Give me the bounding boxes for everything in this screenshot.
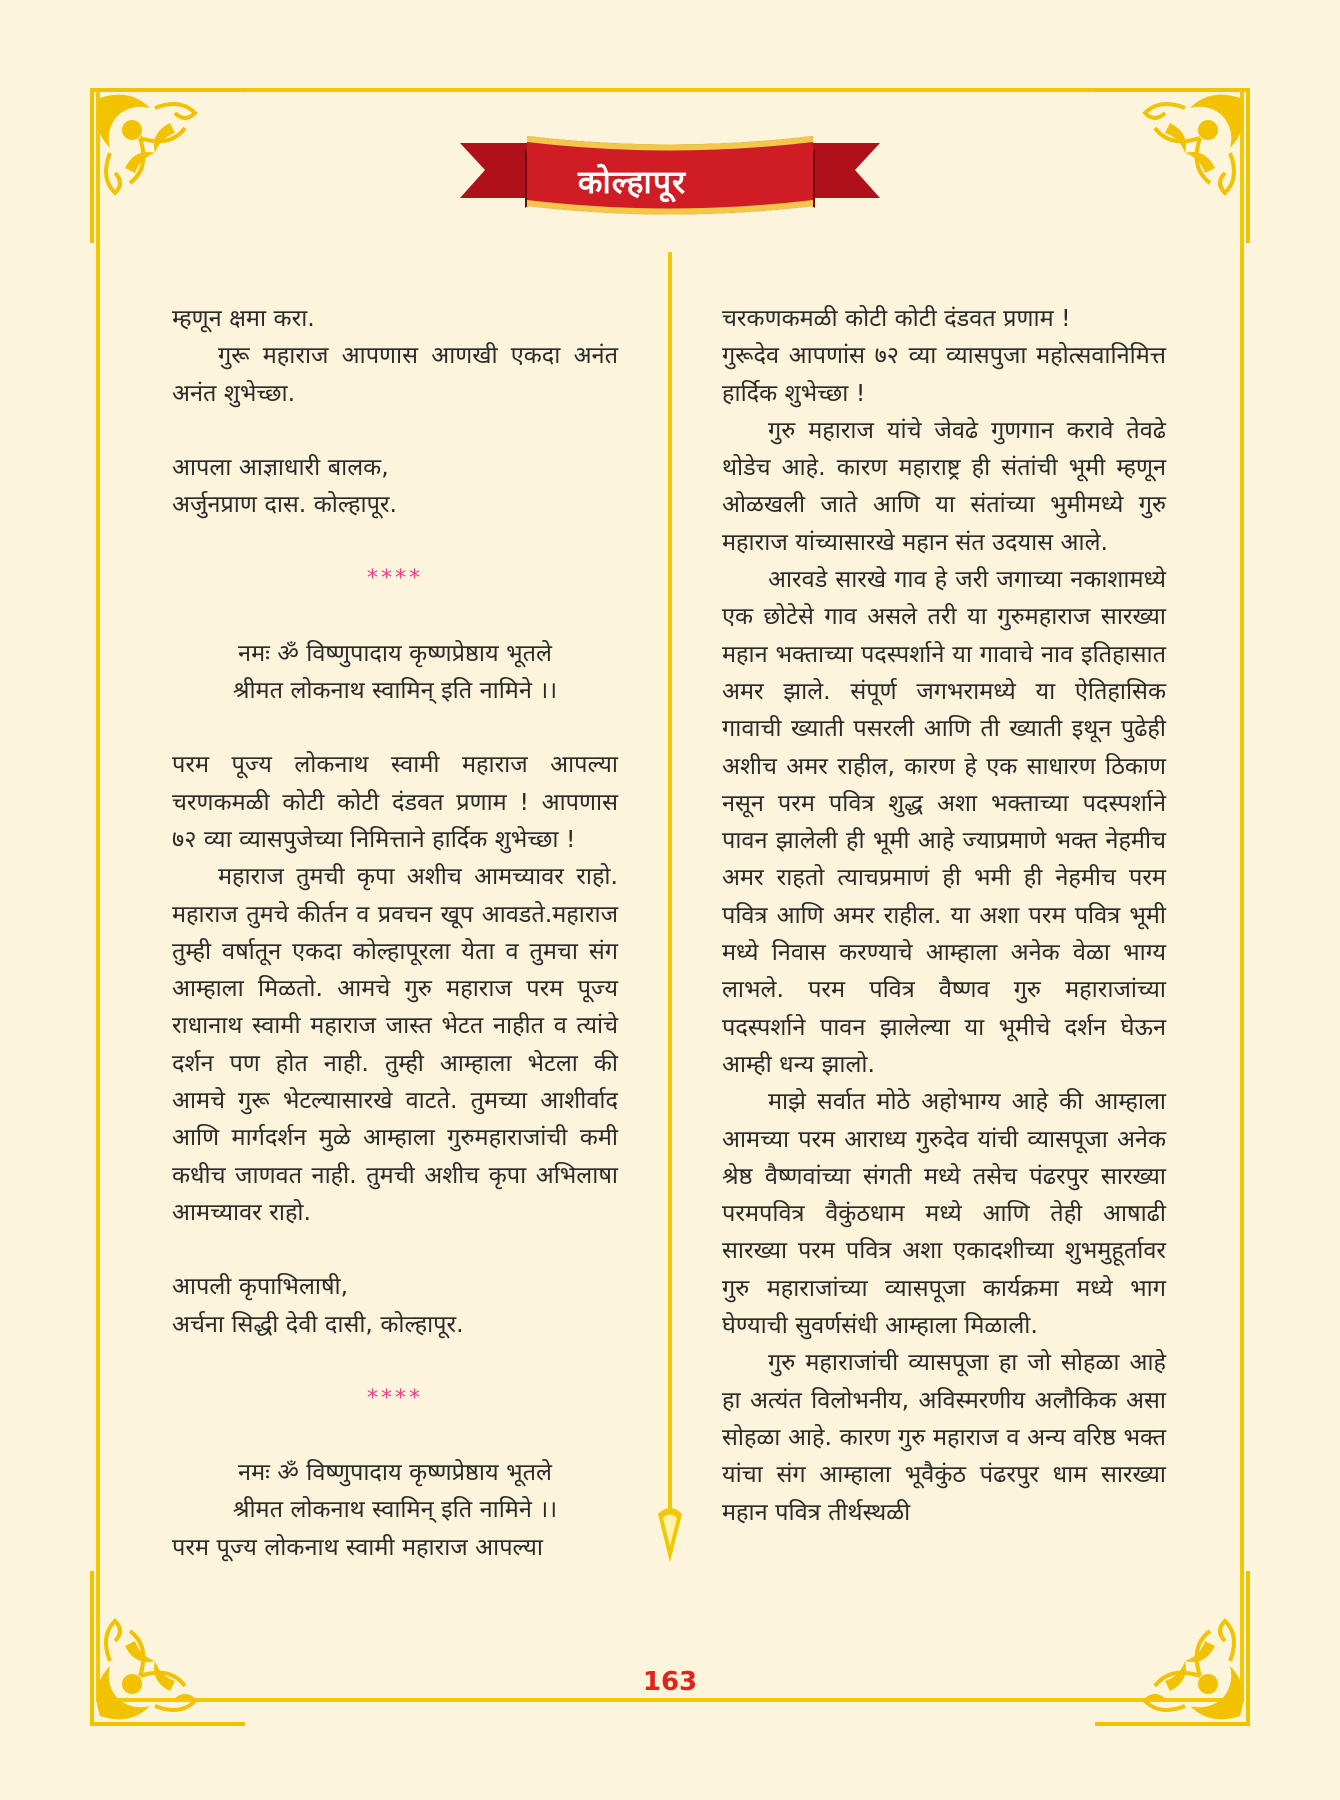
corner-ornament-top-left — [70, 68, 260, 258]
paragraph: माझे सर्वात मोठे अहोभाग्य आहे की आम्हाला आमच्या परम आराध्य गुरुदेव यांची व्यासपूजा अनेक श्रेष्ठ वैष्णवांच्या संगती मध्ये तसेच पंढरपुर सारख्या परमपवित्र वैकुंठधाम मध्ये आणि तेही आषाढी सारख्या परम पवित्र अशा एकादशीच्या शुभमुहूर्तावर गुरु महाराजांच्या व्यासपूजा कार्यक्रमा मध्ये भाग घेण्याची सुवर्णसंधी आम्हाला मिळाली. — [722, 1087, 1166, 1340]
paragraph: म्हणून क्षमा करा. — [172, 304, 315, 332]
page-number: 163 — [642, 1667, 698, 1697]
column-divider — [652, 252, 688, 1592]
paragraph: चरकणकमळी कोटी कोटी दंडवत प्रणाम ! — [722, 304, 1071, 332]
paragraph: गुरु महाराज यांचे जेवढे गुणगान करावे तेवढे थोडेच आहे. कारण महाराष्ट्र ही संतांची भूमी म्हणून ओळखली जाते आणि या संतांच्या भुमीमध्ये गुरु महाराज यांच्यासारखे महान संत उदयास आले. — [722, 415, 1166, 556]
right-column — [722, 300, 1166, 1531]
section-separator: **** — [367, 1385, 423, 1411]
left-column — [172, 300, 618, 1566]
paragraph: परम पूज्य लोकनाथ स्वामी महाराज आपल्या — [172, 1532, 544, 1561]
section-separator: **** — [367, 566, 423, 592]
paragraph: परम पूज्य लोकनाथ स्वामी महाराज आपल्या चरणकमळी कोटी कोटी दंडवत प्रणाम ! आपणास ७२ व्या व्यासपुजेच्या निमित्ताने हार्दिक शुभेच्छा ! — [172, 750, 618, 853]
corner-ornament-bottom-left — [70, 1556, 260, 1746]
verse-line: नमः ॐ विष्णुपादाय कृष्णप्रेष्ठाय भूतले — [238, 1458, 552, 1487]
paragraph: महाराज तुमची कृपा अशीच आमच्यावर राहो. महाराज तुमचे कीर्तन व प्रवचन खूप आवडते.महाराज तुम्ही वर्षातून एकदा कोल्हापूरला येता व तुमचा संग आम्हाला मिळतो. आमचे गुरु महाराज परम पूज्य राधानाथ स्वामी महाराज जास्त भेटत नाहीत व त्यांचे दर्शन पण होत नाही. तुम्ही आम्हाला भेटला की आमचे गुरू भेटल्यासारखे वाटते. तुमच्या आशीर्वाद आणि मार्गदर्शन मुळे आम्हाला गुरुमहाराजांची कमी कधीच जाणवत नाही. तुमची अशीच कृपा अभिलाषा आमच्यावर राहो. — [172, 862, 618, 1226]
signature-line: आपला आज्ञाधारी बालक, — [172, 452, 389, 481]
verse-line: श्रीमत लोकनाथ स्वामिन् इति नामिने ।। — [232, 1495, 558, 1524]
signature-line: अर्जुनप्राण दास. कोल्हापूर. — [172, 490, 398, 519]
signature-line: अर्चना सिद्धी देवी दासी, कोल्हापूर. — [172, 1309, 464, 1338]
paragraph: गुरु महाराजांची व्यासपूजा हा जो सोहळा आहे हा अत्यंत विलोभनीय, अविस्मरणीय अलौकिक असा सोहळा आहे. कारण गुरु महाराज व अन्य वरिष्ठ भक्त यांचा संग आम्हाला भूवैकुंठ पंढरपुर धाम सारख्या महान पवित्र तीर्थस्थळी — [722, 1348, 1166, 1526]
verse-line: नमः ॐ विष्णुपादाय कृष्णप्रेष्ठाय भूतले — [238, 638, 552, 667]
corner-ornament-bottom-right — [1080, 1556, 1270, 1746]
paragraph: गुरूदेव आपणांस ७२ व्या व्यासपुजा महोत्सवानिमित्त हार्दिक शुभेच्छा ! — [722, 341, 1166, 407]
verse-line: श्रीमत लोकनाथ स्वामिन् इति नामिने ।। — [232, 676, 558, 705]
corner-ornament-top-right — [1080, 68, 1270, 258]
signature-line: आपली कृपाभिलाषी, — [172, 1272, 349, 1301]
paragraph: गुरू महाराज आपणास आणखी एकदा अनंत अनंत शुभेच्छा. — [172, 341, 618, 407]
paragraph: आरवडे सारखे गाव हे जरी जगाच्या नकाशामध्ये एक छोटेसे गाव असले तरी या गुरुमहाराज सारख्या महान भक्ताच्या पदस्पर्शाने या गावाचे नाव इतिहासात अमर झाले. संपूर्ण जगभरामध्ये या ऐतिहासिक गावाची ख्याती पसरली आणि ती ख्याती इथून पुढेही अशीच अमर राहील, कारण हे एक साधारण ठिकाण नसून परम पवित्र शुद्ध अशा भक्ताच्या पदस्पर्शाने पावन झालेली ही भूमी आहे ज्याप्रमाणे भक्त नेहमीच अमर राहतो त्याचप्रमाणं ही भमी ही नेहमीच परम पवित्र आणि अमर राहील. या अशा परम पवित्र भूमी मध्ये निवास करण्याचे आम्हाला अनेक वेळा भाग्य लाभले. परम पवित्र वैष्णव गुरु महाराजांच्या पदस्पर्शाने पावन झालेल्या या भूमीचे दर्शन घेऊन आम्ही धन्य झालो. — [722, 565, 1166, 1078]
page-title: कोल्हापूर — [577, 163, 687, 201]
